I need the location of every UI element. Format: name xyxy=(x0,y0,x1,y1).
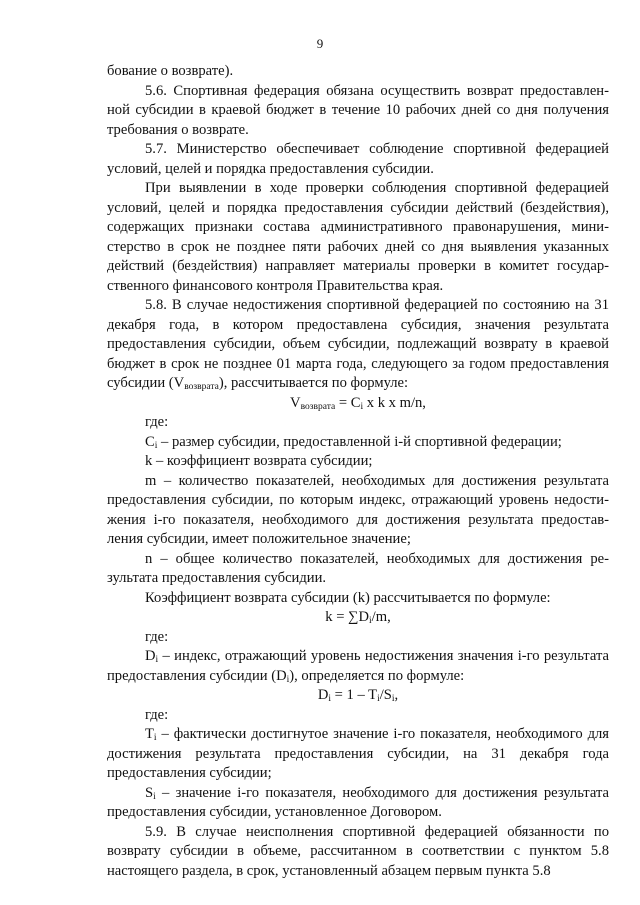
paragraph-5-6: 5.6. Спортивная федерация обязана осуществить возврат предоставленной субсидии в краевой бюджет в течение 10 рабочих дней со дня получения требования о возврате. xyxy=(107,82,609,138)
paragraph-continuation: бование о возврате). xyxy=(107,63,234,79)
definition-k: k – коэффициент возврата субсидии; xyxy=(145,453,373,469)
paragraph-5-9: 5.9. В случае неисполнения спортивной федерацией обязанности по возврату субсидии в объеме, рассчитанном в соответствии с пунктом 5.8 настоящего раздела, в срок, установленный абзацем первым пункта 5.8 xyxy=(107,823,609,879)
k-formula-intro: Коэффициент возврата субсидии (k) рассчитывается по формуле: xyxy=(145,589,551,606)
page-number: 9 xyxy=(316,36,324,51)
where-label: где: xyxy=(145,628,169,645)
where-label: где: xyxy=(145,414,169,430)
paragraph-5-8: 5.8. В случае недостижения спортивной федерацией по состоянию на 31 декабря года, в котором предоставлена субсидия, значения результата предоставления субсидии, объем субсидии, подлежащий возврату в краевой бюджет в срок не позднее 01 марта года, следующего за годом предоставления субсидии $(V_{возврата})$, рассчитывается по формуле: xyxy=(107,297,609,392)
formula-coefficient-k: $k = \sum D_i/m$, xyxy=(325,609,391,626)
formula-index-di: $D_i = 1 - T_i/S_i$, xyxy=(317,687,399,704)
definition-ci: $C_i$ – размер субсидии, предоставленной i-й спортивной федерации; xyxy=(145,433,562,451)
definition-m: m – количество показателей, необходимых для достижения результата предоставления субсидии, по которым индекс, отражающий уровень недостижения i-го показателя, необходимого для достижения результата предоставления субсидии, имеет положительное значение; xyxy=(107,472,609,547)
paragraph-5-7: 5.7. Министерство обеспечивает соблюдение спортивной федерацией условий, целей и порядка предоставления субсидии. xyxy=(107,141,609,177)
paragraph-inspection: При выявлении в ходе проверки соблюдения спортивной федерацией условий, целей и порядка предоставления субсидии действий (бездействия), содержащих признаки состава административного правонарушения, министерство в срок не позднее пяти рабочих дней со дня выявления указанных действий (бездействия) направляет материалы проверки в комитет государственного финансового контроля Правительства края. xyxy=(107,180,609,294)
formula-return-volume: $V_{возврата} = C_i$ x k x m/n, xyxy=(290,394,426,412)
where-label: где: xyxy=(145,706,169,723)
definition-si: $S_i$ – значение i-го показателя, необходимого для достижения результата предоставления субсидии, установленное Договором. xyxy=(107,784,609,820)
definition-n: n – общее количество показателей, необходимых для достижения результата предоставления субсидии. xyxy=(107,550,609,586)
document-body xyxy=(107,62,609,881)
definition-ti: $T_i$ – фактически достигнутое значение i-го показателя, необходимого для достижения результата предоставления субсидии, на 31 декабря года предоставления субсидии; xyxy=(107,726,609,781)
definition-di: $D_i$ – индекс, отражающий уровень недостижения значения i-го результата предоставления субсидии $(D_i)$, определяется по формуле: xyxy=(107,648,609,685)
